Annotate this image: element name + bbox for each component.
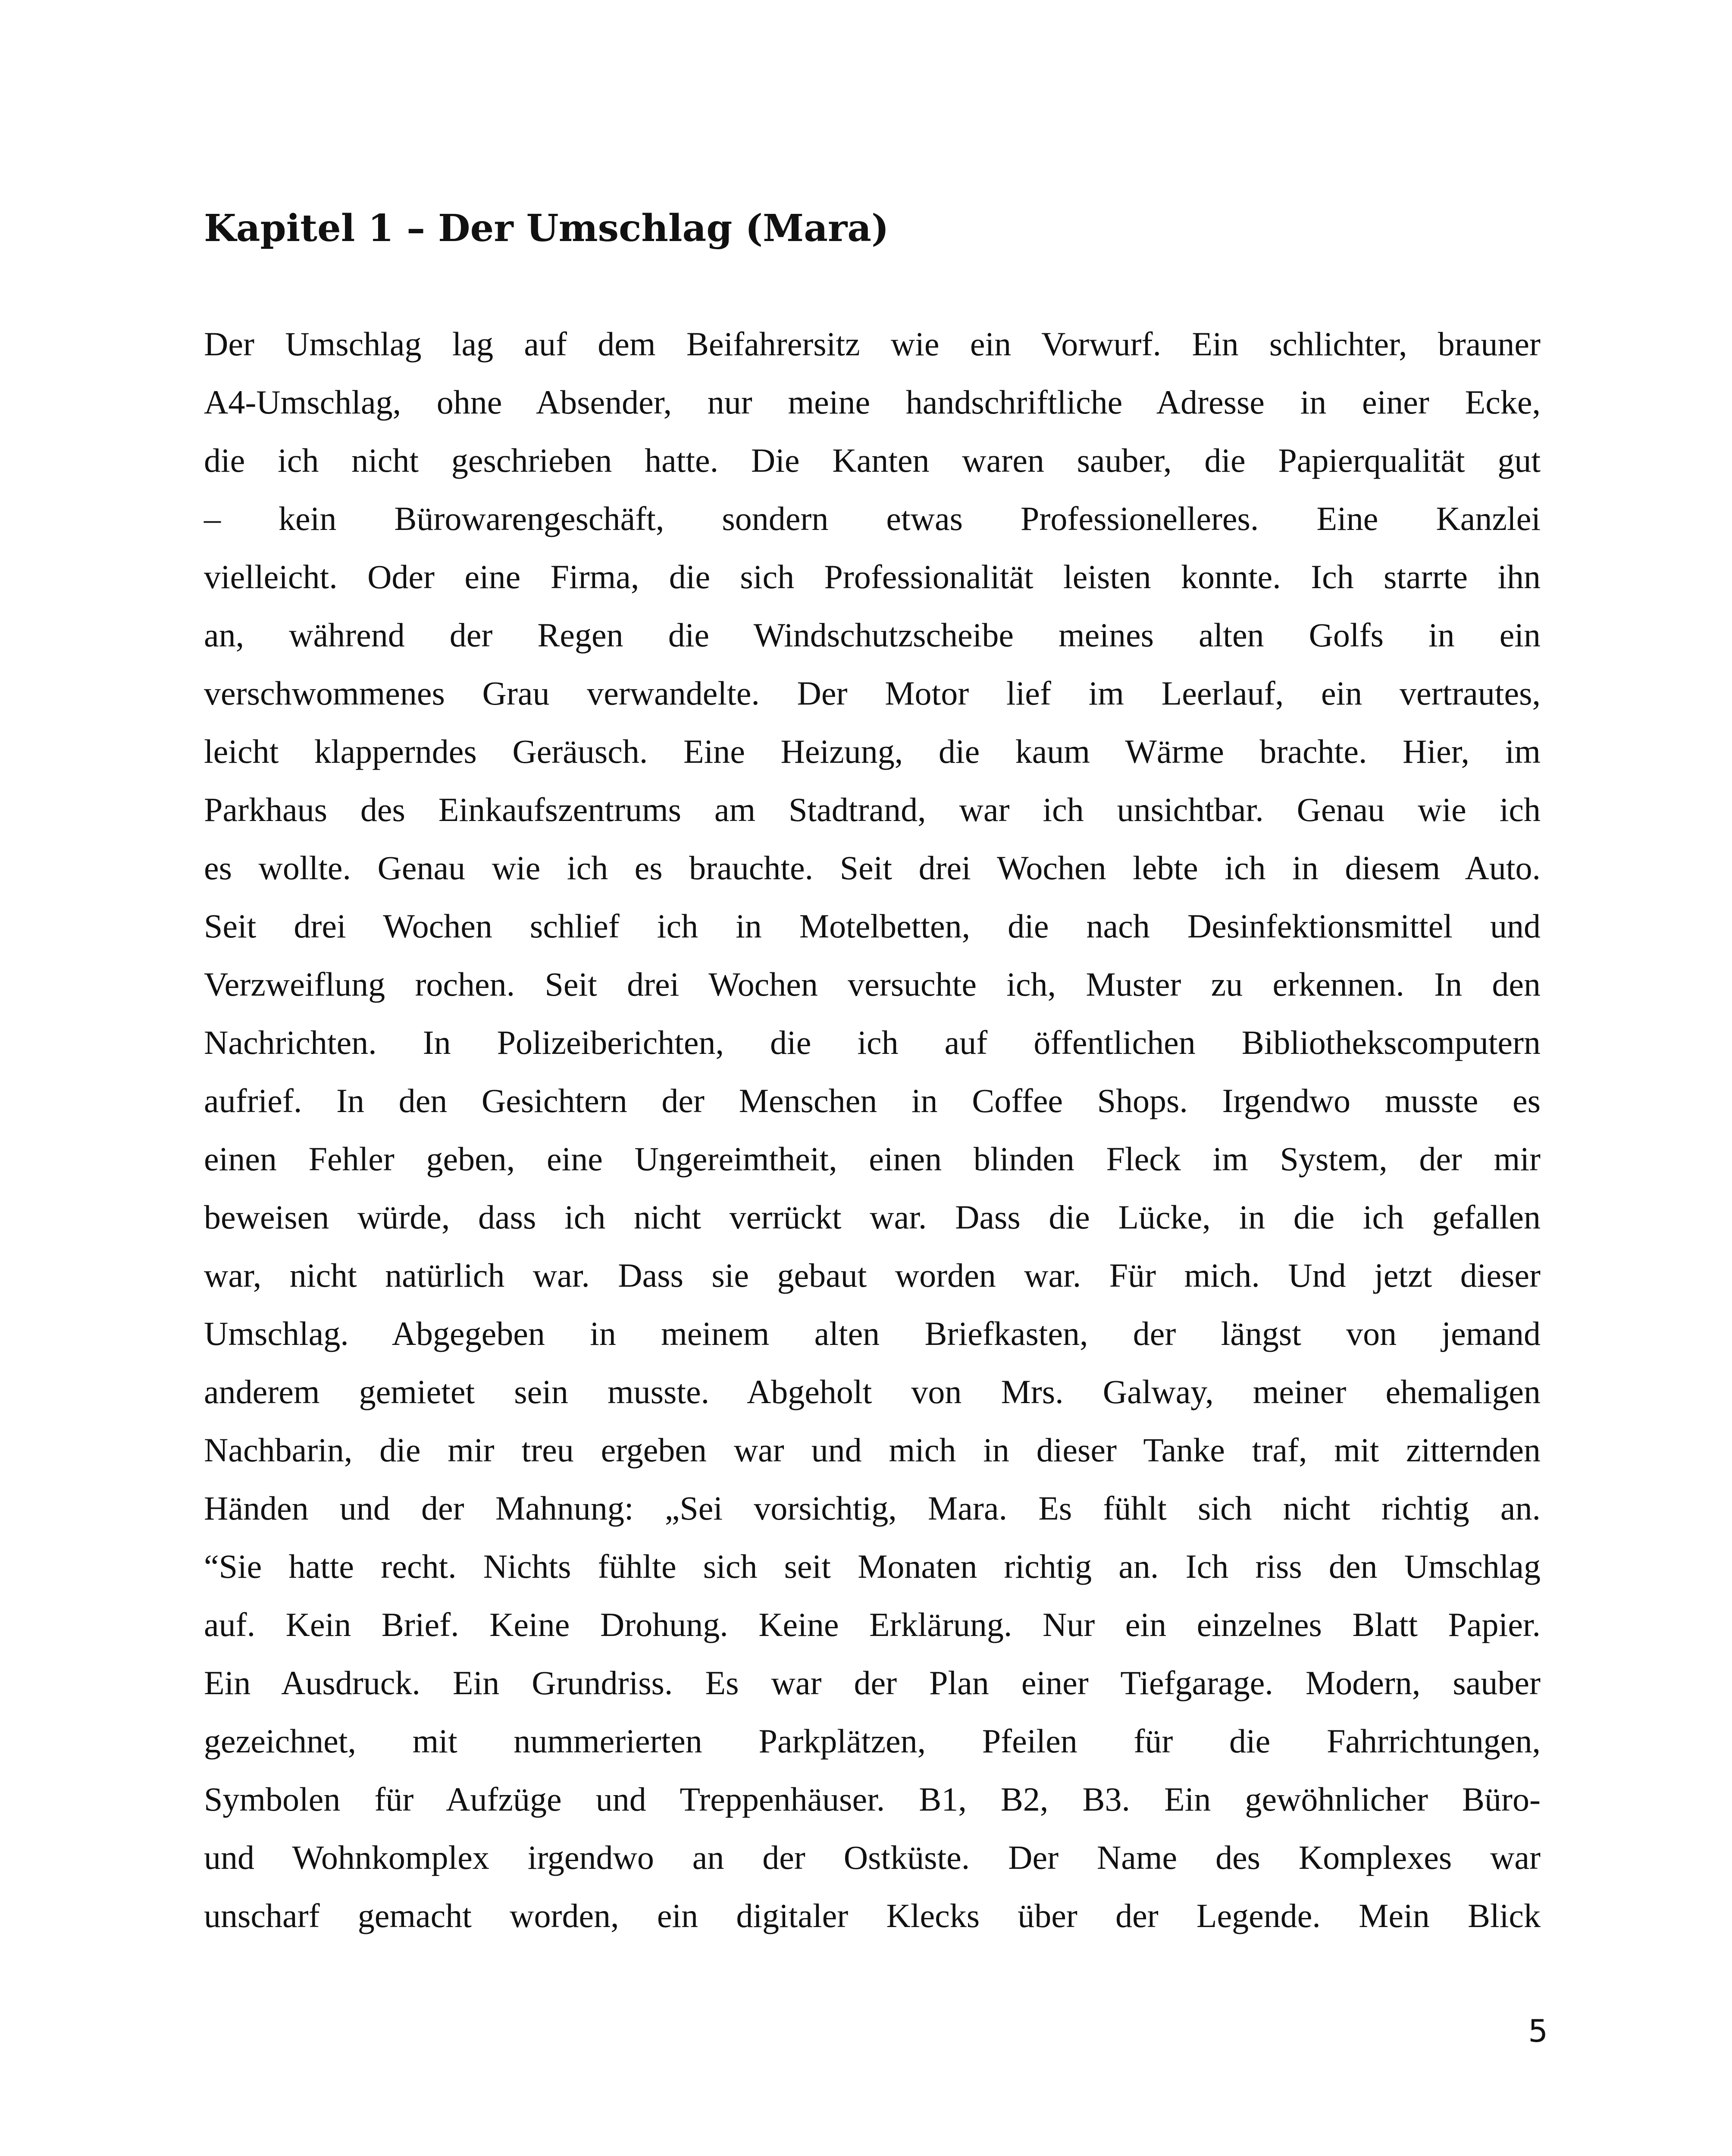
text-line: auf. Kein Brief. Keine Drohung. Keine Erklärung. Nur ein einzelnes Blatt Papier.: [204, 1606, 1541, 1643]
text-line: Nachbarin, die mir treu ergeben war und mich in dieser Tanke traf, mit zitternden: [204, 1431, 1541, 1469]
text-line: beweisen würde, dass ich nicht verrückt war. Dass die Lücke, in die ich gefallen: [204, 1198, 1541, 1236]
text-line: die ich nicht geschrieben hatte. Die Kanten waren sauber, die Papierqualität gut: [204, 442, 1541, 479]
text-line: Der Umschlag lag auf dem Beifahrersitz wie ein Vorwurf. Ein schlichter, brauner: [204, 325, 1541, 363]
text-line: Parkhaus des Einkaufszentrums am Stadtrand, war ich unsichtbar. Genau wie ich: [204, 791, 1541, 828]
text-line: – kein Bürowarengeschäft, sondern etwas Professionelleres. Eine Kanzlei: [204, 500, 1541, 537]
text-line: A4-Umschlag, ohne Absender, nur meine handschriftliche Adresse in einer Ecke,: [204, 383, 1541, 421]
text-line: Umschlag. Abgegeben in meinem alten Briefkasten, der längst von jemand: [204, 1315, 1541, 1352]
text-line: an, während der Regen die Windschutzscheibe meines alten Golfs in ein: [204, 616, 1541, 654]
text-line: Seit drei Wochen schlief ich in Motelbetten, die nach Desinfektionsmittel und: [204, 907, 1541, 945]
text-line: unscharf gemacht worden, ein digitaler Klecks über der Legende. Mein Blick: [204, 1897, 1541, 1934]
text-line: Nachrichten. In Polizeiberichten, die ich auf öffentlichen Bibliothekscomputern: [204, 1024, 1541, 1061]
text-line: Ein Ausdruck. Ein Grundriss. Es war der Plan einer Tiefgarage. Modern, sauber: [204, 1664, 1541, 1702]
text-line: und Wohnkomplex irgendwo an der Ostküste. Der Name des Komplexes war: [204, 1839, 1541, 1876]
text-line: verschwommenes Grau verwandelte. Der Motor lief im Leerlauf, ein vertrautes,: [204, 674, 1541, 712]
text-line: gezeichnet, mit nummerierten Parkplätzen, Pfeilen für die Fahrrichtungen,: [204, 1722, 1541, 1760]
text-line: “Sie hatte recht. Nichts fühlte sich seit Monaten richtig an. Ich riss den Umschlag: [204, 1548, 1541, 1585]
text-line: anderem gemietet sein musste. Abgeholt von Mrs. Galway, meiner ehemaligen: [204, 1373, 1541, 1410]
text-line: einen Fehler geben, eine Ungereimtheit, einen blinden Fleck im System, der mir: [204, 1140, 1541, 1178]
text-line: Verzweiflung rochen. Seit drei Wochen versuchte ich, Muster zu erkennen. In den: [204, 965, 1541, 1003]
text-line: leicht klapperndes Geräusch. Eine Heizung, die kaum Wärme brachte. Hier, im: [204, 733, 1541, 770]
text-line: Symbolen für Aufzüge und Treppenhäuser. B1, B2, B3. Ein gewöhnlicher Büro-: [204, 1780, 1541, 1818]
text-line: Händen und der Mahnung: „Sei vorsichtig, Mara. Es fühlt sich nicht richtig an.: [204, 1489, 1541, 1527]
text-line: aufrief. In den Gesichtern der Menschen in Coffee Shops. Irgendwo musste es: [204, 1082, 1541, 1119]
page-number: 5: [1528, 2013, 1548, 2049]
text-line: vielleicht. Oder eine Firma, die sich Professionalität leisten konnte. Ich starrte ihn: [204, 558, 1541, 595]
text-line: es wollte. Genau wie ich es brauchte. Seit drei Wochen lebte ich in diesem Auto.: [204, 849, 1541, 887]
text-line: war, nicht natürlich war. Dass sie gebaut worden war. Für mich. Und jetzt dieser: [204, 1257, 1541, 1294]
body-text: [204, 315, 1541, 1945]
chapter-title: Kapitel 1 – Der Umschlag (Mara): [204, 207, 889, 250]
